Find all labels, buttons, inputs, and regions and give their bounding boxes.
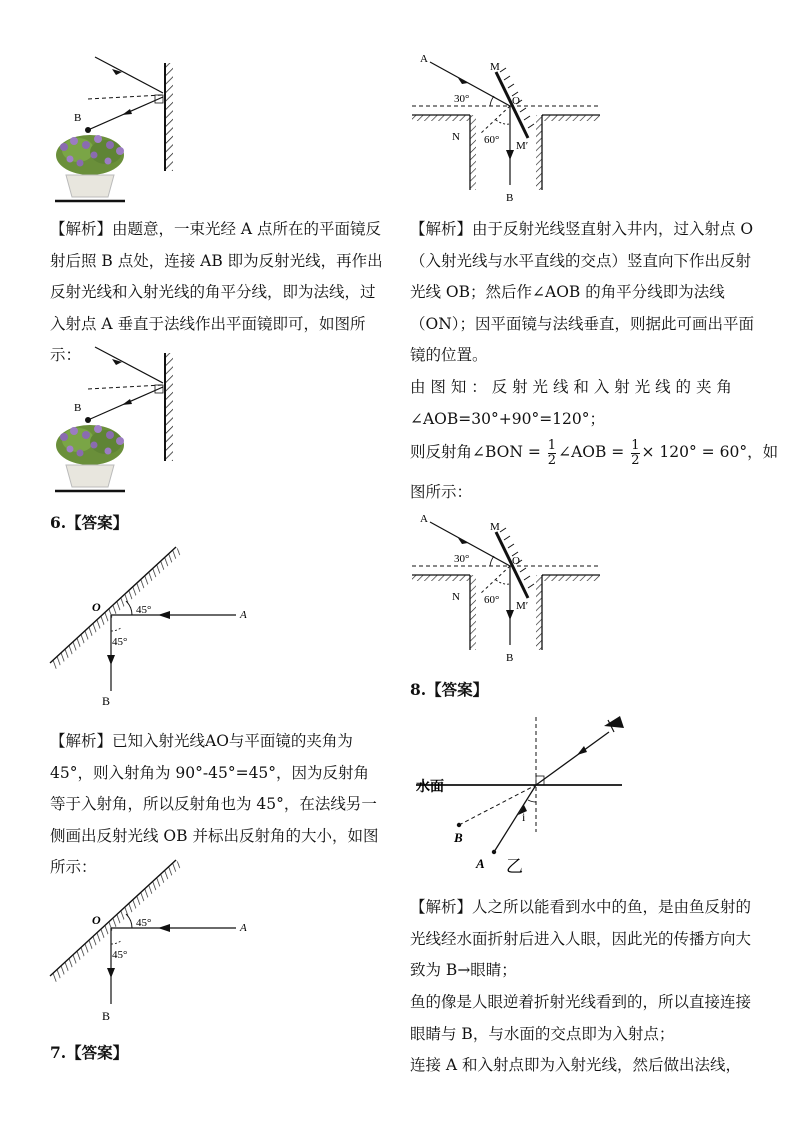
analysis-q7-line-b2: ∠AOB=30°+90°=120°； xyxy=(410,410,606,428)
label-i: i xyxy=(522,810,526,824)
label-angle-30: 30° xyxy=(454,553,470,565)
label-O: O xyxy=(92,600,101,614)
figure-inclined-mirror-2 xyxy=(48,858,258,1023)
analysis-q7-formula xyxy=(410,437,779,469)
label-water-surface: 水面 xyxy=(416,780,444,795)
label-yi: 乙 xyxy=(506,857,523,876)
label-B: B xyxy=(506,192,514,204)
analysis-q5: 【解析】由题意，一束光经 A 点所在的平面镜反射后照 B 点处，连接 AB 即为反射光线，再作出反射光线和入射光线的角平分线，即为法线，过入射点 A 垂直于法线作出平面镜即可，如图所示： xyxy=(50,220,383,365)
label-A: A xyxy=(240,609,247,621)
label-N: N xyxy=(452,131,460,143)
label-A: A xyxy=(476,856,485,871)
formula-prefix: 则反射角∠BON = xyxy=(410,443,541,461)
figure-mirror-plant-1 xyxy=(50,55,190,205)
label-angle-60: 60° xyxy=(484,594,500,606)
formula-mid: ∠AOB = xyxy=(558,443,625,461)
label-A: A xyxy=(420,53,428,65)
analysis-q8-b: 鱼的像是人眼逆着折射光线看到的，所以直接连接眼睛与 B，与水面的交点即为入射点； xyxy=(410,993,752,1043)
label-angle-45-bottom: 45° xyxy=(112,636,128,648)
eye-icon xyxy=(604,716,624,732)
label-A: A xyxy=(240,922,247,934)
analysis-q8: 【解析】人之所以能看到水中的鱼，是由鱼反射的光线经水面折射后进入人眼，因此光的传播方向大致为 B→眼睛； xyxy=(410,898,752,980)
figure-mirror-plant-2 xyxy=(50,345,190,495)
label-O: O xyxy=(92,913,101,927)
answer-heading-q8: 8.【答案】 xyxy=(410,680,489,699)
label-N: N xyxy=(452,591,460,603)
label-M-prime: M′ xyxy=(516,140,529,152)
figure-well-mirror-1 xyxy=(410,50,610,205)
fraction-one-half: $\frac{1}{2}$ xyxy=(547,437,557,468)
label-O: O xyxy=(512,555,520,567)
flower-pot-icon xyxy=(55,425,125,491)
label-M: M xyxy=(490,521,500,533)
fraction-one-half-2: $\frac{1}{2}$ xyxy=(631,437,640,468)
label-B: B xyxy=(102,1009,111,1023)
answer-heading-q7: 7.【答案】 xyxy=(50,1043,129,1062)
figure-well-mirror-2 xyxy=(410,510,610,665)
analysis-q7: 【解析】由于反射光线竖直射入井内，过入射点 O（入射光线与水平直线的交点）竖直向下作出反射光线 OB；然后作∠AOB 的角平分线即为法线（ON）；因平面镜与法线垂直，则据此可画出平面镜的位置。 xyxy=(410,220,755,365)
label-A: A xyxy=(420,513,428,525)
label-B: B xyxy=(506,652,514,664)
analysis-q6: 【解析】已知入射光线AO与平面镜的夹角为 45°，则入射角为 90°-45°=45°，因为反射角等于入射角，所以反射角也为 45°，在法线另一侧画出反射光线 OB 并标出反射角的大小，如图所示： xyxy=(50,732,379,877)
analysis-q7-line-c2: 图所示： xyxy=(410,483,473,501)
label-M: M xyxy=(490,61,500,73)
flower-pot-icon xyxy=(55,135,125,201)
answer-heading-q6: 6.【答案】 xyxy=(50,513,129,532)
label-O: O xyxy=(512,95,520,107)
label-angle-30: 30° xyxy=(454,93,470,105)
label-B: B xyxy=(74,112,82,124)
label-M-prime: M′ xyxy=(516,600,529,612)
formula-post: × 120° = 60°，如 xyxy=(641,443,779,461)
label-B: B xyxy=(74,402,82,414)
analysis-q8-c: 连接 A 和入射点即为入射光线，然后做出法线， xyxy=(410,1056,742,1074)
label-B: B xyxy=(454,830,463,845)
figure-inclined-mirror-1 xyxy=(48,545,258,705)
label-angle-45-top: 45° xyxy=(136,604,152,616)
label-angle-45-bottom: 45° xyxy=(112,949,128,961)
analysis-q7-line-b1: 由 图 知 ： 反 射 光 线 和 入 射 光 线 的 夹 角 xyxy=(410,378,732,396)
figure-water-refraction xyxy=(414,712,634,877)
label-B: B xyxy=(102,694,111,705)
label-angle-45-top: 45° xyxy=(136,917,152,929)
label-angle-60: 60° xyxy=(484,134,500,146)
